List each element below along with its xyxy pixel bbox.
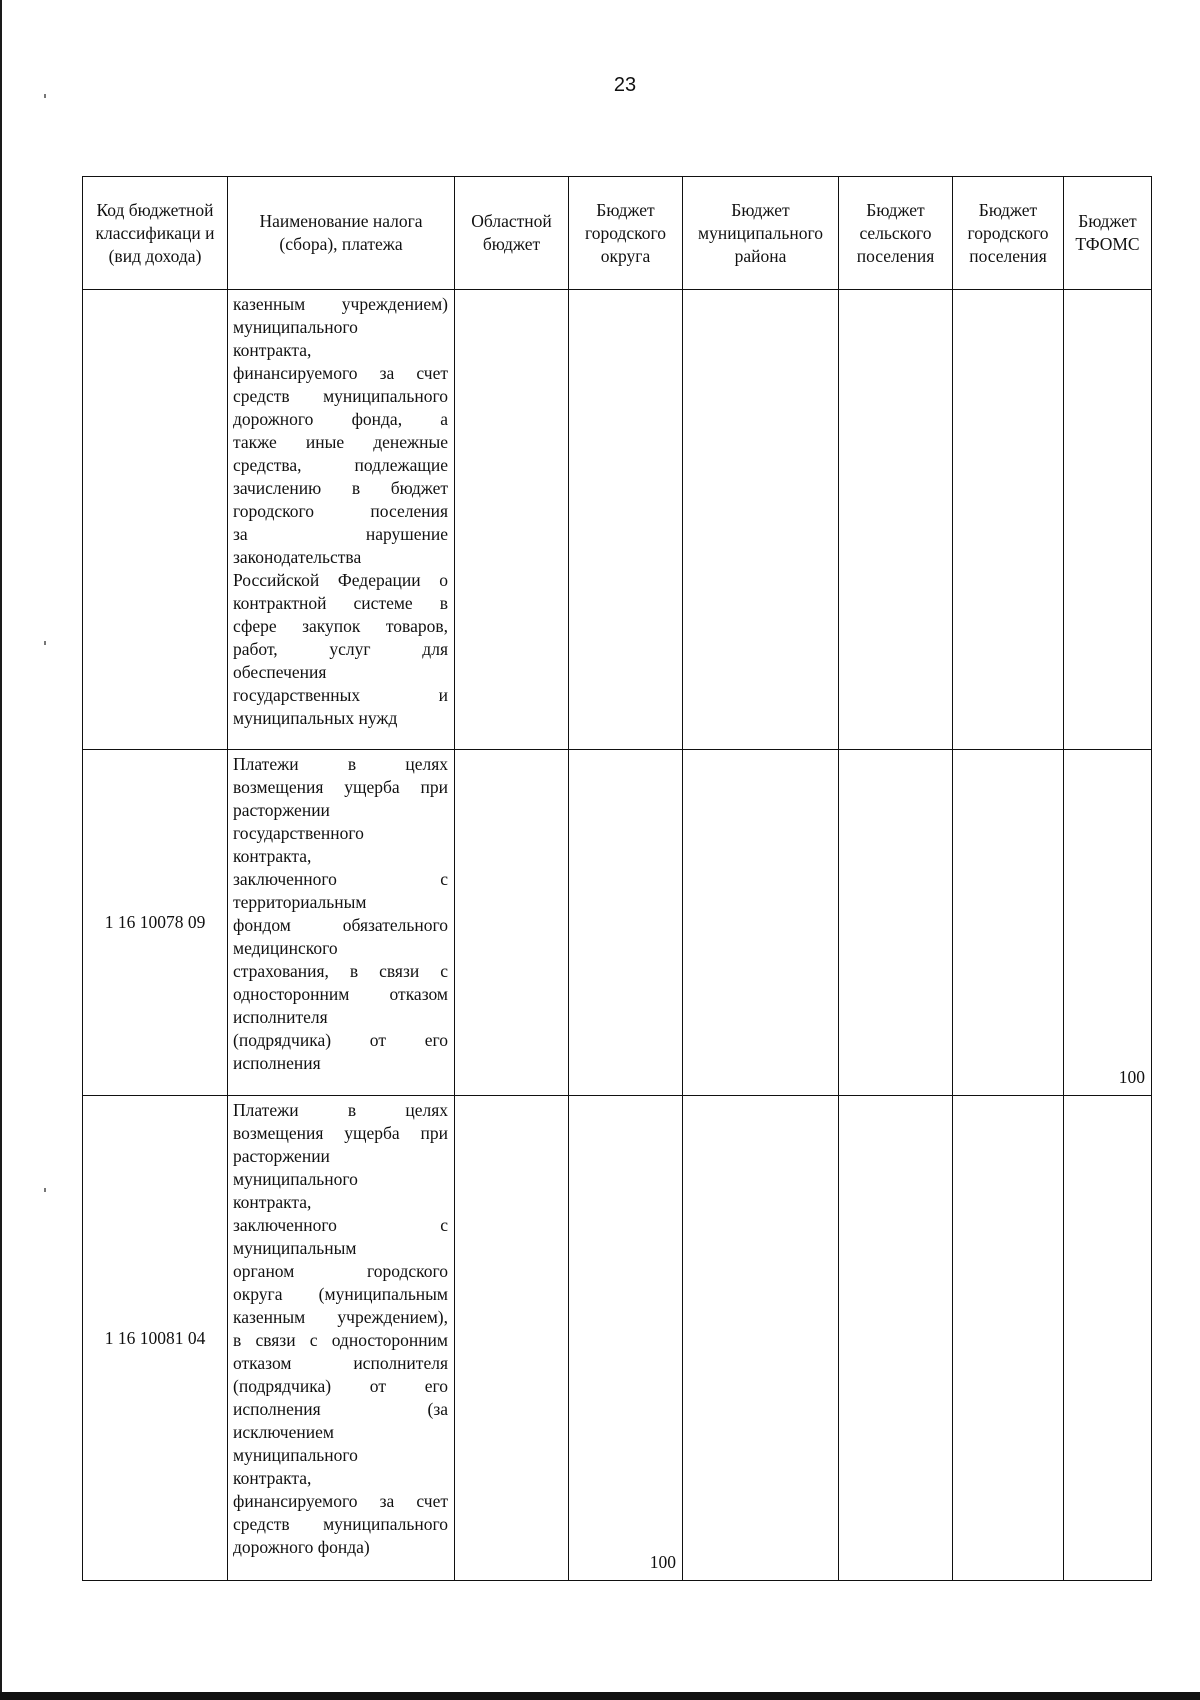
table-row	[83, 1096, 1152, 1581]
value-cell-city-district: 100	[569, 1096, 683, 1581]
column-header-code: Код бюджетной классификаци и (вид дохода)	[83, 177, 228, 290]
name-text-line: (подрядчика) от его	[233, 1376, 448, 1396]
name-text-line: государственного	[233, 823, 364, 843]
column-header-rural-settlement: Бюджет сельского поселения	[839, 177, 953, 290]
name-text-line: также иные денежные	[233, 432, 448, 452]
name-text-line: заключенного с	[233, 1215, 448, 1235]
name-text-line: контракта,	[233, 1192, 312, 1212]
name-text-line: медицинского	[233, 938, 338, 958]
code-cell: 1 16 10078 09	[83, 750, 228, 1096]
name-text-line: контракта,	[233, 340, 312, 360]
name-text-line: законодательства	[233, 547, 362, 567]
name-text-line: городского поселения	[233, 501, 448, 521]
name-text-line: обеспечения	[233, 662, 327, 682]
value-cell-urban-settlement	[953, 750, 1064, 1096]
name-text-line: финансируемого за счет	[233, 363, 448, 383]
column-header-city-district: Бюджет городского округа	[569, 177, 683, 290]
table-header-row	[83, 177, 1152, 290]
scan-mark	[44, 641, 46, 645]
name-text-line: финансируемого за счет	[233, 1491, 448, 1511]
value-cell-rural-settlement	[839, 1096, 953, 1581]
name-text-line: исполнителя	[233, 1007, 328, 1027]
page-number: 23	[613, 74, 637, 96]
name-text-line: средств муниципального	[233, 1514, 448, 1534]
value-cell-rural-settlement	[839, 290, 953, 750]
name-text-line: заключенного с	[233, 869, 448, 889]
value-cell-tfoms	[1064, 1096, 1152, 1581]
name-text-line: расторжении	[233, 1146, 330, 1166]
column-header-municipal-district: Бюджет муниципального района	[683, 177, 839, 290]
name-text-line: фондом обязательного	[233, 915, 448, 935]
name-text-line: в связи с односторонним	[233, 1330, 448, 1350]
name-text-line: сфере закупок товаров,	[233, 616, 448, 636]
name-text-line: территориальным	[233, 892, 367, 912]
name-text-line: муниципальным	[233, 1238, 357, 1258]
name-text-line: муниципального	[233, 317, 358, 337]
name-text-line: органом городского	[233, 1261, 448, 1281]
column-header-urban-settlement: Бюджет городского поселения	[953, 177, 1064, 290]
name-text-line: отказом исполнителя	[233, 1353, 448, 1373]
name-text-line: исполнения (за	[233, 1399, 448, 1419]
name-text-line: дорожного фонда, а	[233, 409, 448, 429]
name-text-line: односторонним отказом	[233, 984, 448, 1004]
value-cell-regional	[455, 290, 569, 750]
scan-bottom-edge	[0, 1692, 1200, 1700]
name-text-line: расторжении	[233, 800, 330, 820]
name-text-line: контракта,	[233, 846, 312, 866]
name-text-line: Российской Федерации о	[233, 570, 448, 590]
name-text-line: возмещения ущерба при	[233, 777, 448, 797]
value-cell-municipal-district	[683, 1096, 839, 1581]
name-text-line: государственных и	[233, 685, 448, 705]
table-row	[83, 750, 1152, 1096]
value-cell-city-district	[569, 750, 683, 1096]
value-cell-city-district	[569, 290, 683, 750]
name-text-line: казенным учреждением),	[233, 1307, 448, 1327]
column-header-name: Наименование налога (сбора), платежа	[228, 177, 455, 290]
code-cell: 1 16 10081 04	[83, 1096, 228, 1581]
name-text-line: Платежи в целях	[233, 754, 448, 774]
name-text-line: за нарушение	[233, 524, 448, 544]
value-cell-rural-settlement	[839, 750, 953, 1096]
name-cell	[228, 750, 455, 1096]
value-cell-regional	[455, 750, 569, 1096]
name-cell	[228, 290, 455, 750]
name-text-line: Платежи в целях	[233, 1100, 448, 1120]
name-text-line: исключением	[233, 1422, 334, 1442]
name-text-line: муниципального	[233, 1169, 358, 1189]
value-cell-municipal-district	[683, 290, 839, 750]
name-text-line: округа (муниципальным	[233, 1284, 448, 1304]
column-header-tfoms: Бюджет ТФОМС	[1064, 177, 1152, 290]
value-cell-urban-settlement	[953, 1096, 1064, 1581]
name-text-line: дорожного фонда)	[233, 1537, 370, 1557]
name-text-line: зачислению в бюджет	[233, 478, 448, 498]
name-cell	[228, 1096, 455, 1581]
name-text-line: страхования, в связи с	[233, 961, 448, 981]
code-cell	[83, 290, 228, 750]
name-text-line: казенным учреждением)	[233, 294, 448, 314]
value-cell-regional	[455, 1096, 569, 1581]
column-header-regional: Областной бюджет	[455, 177, 569, 290]
name-text-line: работ, услуг для	[233, 639, 448, 659]
value-cell-tfoms: 100	[1064, 750, 1152, 1096]
value-cell-urban-settlement	[953, 290, 1064, 750]
value-cell-tfoms	[1064, 290, 1152, 750]
budget-distribution-table	[82, 176, 1152, 1581]
name-text-line: муниципальных нужд	[233, 708, 398, 728]
name-text-line: контракта,	[233, 1468, 312, 1488]
name-text-line: исполнения	[233, 1053, 321, 1073]
name-text-line: возмещения ущерба при	[233, 1123, 448, 1143]
name-text-line: контрактной системе в	[233, 593, 448, 613]
scan-mark	[44, 1188, 46, 1192]
name-text-line: (подрядчика) от его	[233, 1030, 448, 1050]
scan-left-edge	[0, 0, 2, 1700]
name-text-line: муниципального	[233, 1445, 358, 1465]
value-cell-municipal-district	[683, 750, 839, 1096]
name-text-line: средства, подлежащие	[233, 455, 448, 475]
table-row	[83, 290, 1152, 750]
name-text-line: средств муниципального	[233, 386, 448, 406]
